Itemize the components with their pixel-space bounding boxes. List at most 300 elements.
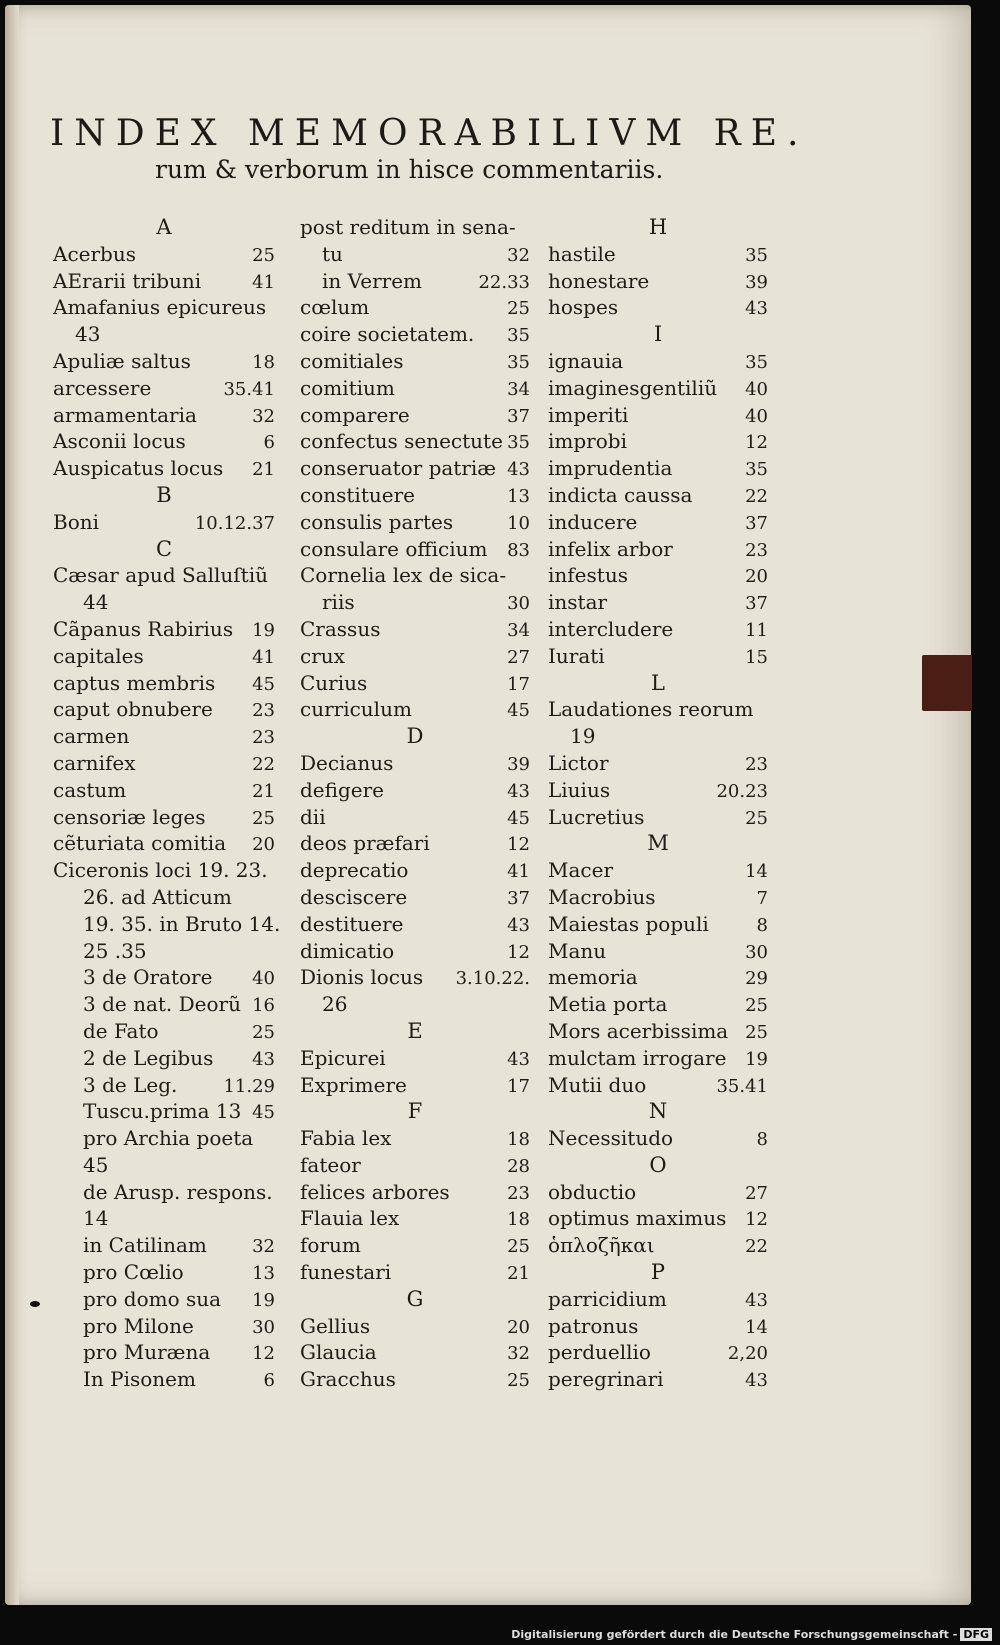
entry-page-ref: 6 [263,432,275,454]
entry-term: infestus [548,563,628,588]
entry-page-ref: 43 [507,1048,530,1070]
entry-page-ref: 27 [507,646,530,668]
index-entry [548,1073,768,1100]
index-entry [53,349,275,376]
index-entry [300,805,530,832]
entry-page-ref: 21 [252,780,275,802]
index-entry [548,429,768,456]
entry-page-ref: 12 [252,1343,275,1365]
index-entry [53,751,275,778]
entry-term: 19. 35. in Bruto 14. [83,911,281,936]
index-title: INDEX MEMORABILIVM RE. [50,113,809,154]
index-entry [53,911,281,939]
index-entry [548,376,768,403]
index-entry [53,590,275,617]
entry-page-ref: 15 [745,646,768,668]
entry-page-ref: 39 [507,753,530,775]
dfg-logo: DFG [960,1628,992,1641]
index-entry [548,1314,768,1341]
index-entry [53,697,275,724]
index-entry [548,483,768,510]
entry-term: Boni [53,509,100,534]
entry-term: 43 [75,322,101,347]
index-entry [548,349,768,376]
ink-dot-mark [30,1301,40,1307]
entry-term: Decianus [300,750,394,775]
entry-term: armamentaria [53,402,197,427]
entry-term: comitiales [300,348,404,373]
index-entry [548,617,768,644]
entry-term: In Pisonem [83,1367,196,1392]
index-entry [548,1046,768,1073]
entry-page-ref: 43 [745,1370,768,1392]
entry-term: improbi [548,429,627,454]
entry-page-ref: 34 [507,619,530,641]
letter-heading: E [407,1018,423,1043]
index-entry [53,510,275,537]
entry-term: forum [300,1233,361,1258]
entry-page-ref: 16 [252,995,275,1017]
letter-heading: O [649,1152,667,1177]
entry-term: Asconii locus [53,429,186,454]
entry-term: Acerbus [53,241,136,266]
entry-term: instar [548,590,608,615]
bookmark-tab [922,655,972,711]
index-entry [548,912,768,939]
entry-page-ref: 23 [252,727,275,749]
entry-term: felices arbores [300,1179,450,1204]
entry-page-ref: 19 [252,619,275,641]
entry-term: Flauia lex [300,1206,400,1231]
entry-term: curriculum [300,697,412,722]
index-entry [548,778,768,805]
index-entry [53,1206,275,1233]
entry-page-ref: 37 [507,405,530,427]
entry-page-ref: 20 [745,566,768,588]
entry-term: arcessere [53,375,152,400]
index-entry [300,697,530,724]
index-entry [300,885,530,912]
footer-text: Digitalisierung gefördert durch die Deutsche Forschungsgemeinschaft - [511,1628,958,1641]
entry-term: hospes [548,295,619,320]
index-entry [53,1153,275,1180]
entry-page-ref: 39 [745,271,768,293]
entry-term: 44 [83,590,109,615]
entry-term: Cãpanus Rabirius [53,616,234,641]
index-entry [300,644,530,671]
index-entry [300,269,530,296]
letter-heading: B [156,482,172,507]
index-column-3 [548,215,768,1394]
index-entry [300,939,530,966]
entry-term: Metia porta [548,992,668,1017]
entry-term: desciscere [300,884,408,909]
entry-term: dii [300,804,326,829]
index-entry [53,429,275,456]
entry-term: Curius [300,670,368,695]
index-entry [548,456,768,483]
entry-term: dimicatio [300,938,395,963]
entry-page-ref: 19 [252,1289,275,1311]
entry-page-ref: 3.10.22. [455,968,530,990]
index-entry [53,1233,275,1260]
index-entry [300,1126,530,1153]
entry-page-ref: 45 [507,700,530,722]
entry-term: perduellio [548,1340,651,1365]
letter-heading: I [653,322,663,347]
index-entry [300,1180,530,1207]
entry-term: Tuscu.prima 13 [83,1099,242,1124]
entry-term: 3 de nat. Deorũ [83,992,241,1017]
index-entry [53,1260,275,1287]
index-entry [53,1180,275,1207]
entry-term: indicta caussa [548,482,693,507]
letter-heading: G [406,1286,424,1311]
entry-page-ref: 10 [507,512,530,534]
entry-page-ref: 45 [252,1102,275,1124]
index-entry [53,617,275,644]
index-entry [300,376,530,403]
entry-term: conseruator patriæ [300,456,497,481]
entry-term: confectus senectute [300,429,503,454]
entry-page-ref: 41 [252,271,275,293]
entry-page-ref: 18 [507,1129,530,1151]
entry-term: infelix arbor [548,536,673,561]
index-entry [300,537,530,564]
entry-page-ref: 35 [507,351,530,373]
entry-term: fateor [300,1152,361,1177]
entry-term: Macrobius [548,884,656,909]
entry-page-ref: 17 [507,673,530,695]
index-entry [53,1099,275,1126]
entry-term: Mutii duo [548,1072,647,1097]
entry-term: cœlum [300,295,370,320]
index-entry [53,1073,275,1100]
letter-heading: C [155,536,173,561]
entry-term: hastile [548,241,616,266]
entry-term: Exprimere [300,1072,407,1097]
entry-term: imprudentia [548,456,673,481]
entry-term: comitium [300,375,395,400]
entry-term: Cornelia lex de sica- [300,563,507,588]
entry-page-ref: 37 [745,593,768,615]
entry-term: Maiestas populi [548,911,709,936]
index-entry [300,965,530,992]
entry-term: Gellius [300,1313,371,1338]
entry-page-ref: 35 [507,325,530,347]
entry-page-ref: 22.33 [478,271,530,293]
index-entry [300,992,530,1019]
entry-term: pro domo sua [83,1286,222,1311]
entry-term: 19 [570,724,596,749]
entry-page-ref: 27 [745,1182,768,1204]
entry-term: censoriæ leges [53,804,206,829]
entry-page-ref: 22 [745,1236,768,1258]
entry-term: de Fato [83,1018,159,1043]
entry-term: post reditum in sena- [300,215,516,239]
index-entry [300,1046,530,1073]
entry-term: Laudationes reorum [548,697,754,722]
entry-term: inducere [548,509,638,534]
index-entry [53,242,275,269]
index-entry [300,1340,530,1367]
entry-term: cẽturiata comitia [53,831,227,856]
index-entry [548,1367,768,1394]
entry-term: Auspicatus locus [53,456,224,481]
index-entry [53,1314,275,1341]
entry-term: in Catilinam [83,1233,207,1258]
letter-heading: P [650,1260,666,1285]
letter-heading: N [648,1099,668,1124]
index-entry [300,1233,530,1260]
index-entry [548,1180,768,1207]
entry-term: caput obnubere [53,697,213,722]
entry-page-ref: 41 [507,861,530,883]
letter-heading: L [651,670,665,695]
entry-page-ref: 43 [507,780,530,802]
index-entry [548,805,768,832]
entry-page-ref: 43 [252,1048,275,1070]
entry-term: intercludere [548,616,674,641]
entry-term: destituere [300,911,404,936]
entry-term: comparere [300,402,410,427]
entry-term: pro Archia poeta [83,1126,254,1151]
entry-page-ref: 25 [252,244,275,266]
entry-term: Cæsar apud Salluſtiũ [53,563,268,588]
entry-term: consulis partes [300,509,454,534]
entry-term: crux [300,643,345,668]
entry-page-ref: 35 [507,432,530,454]
index-entry [548,858,768,885]
entry-term: imperiti [548,402,629,427]
entry-page-ref: 35.41 [716,1075,768,1097]
entry-term: ὁπλοζῆκαι [548,1233,655,1258]
index-entry [300,778,530,805]
index-entry [300,510,530,537]
index-entry [548,403,768,430]
entry-page-ref: 25 [745,807,768,829]
entry-term: Ciceronis loci 19. 23. [53,858,268,883]
entry-term: consulare officium [300,536,488,561]
entry-term: memoria [548,965,638,990]
index-entry [548,939,768,966]
entry-term: pro Milone [83,1313,194,1338]
entry-page-ref: 25 [252,1021,275,1043]
entry-page-ref: 32 [252,1236,275,1258]
entry-term: Liuius [548,777,611,802]
index-entry [53,295,275,322]
entry-term: coire societatem. [300,322,475,347]
index-entry [548,1340,768,1367]
entry-term: obductio [548,1179,637,1204]
index-entry [300,858,530,885]
entry-page-ref: 23 [507,1182,530,1204]
index-entry [548,590,768,617]
entry-page-ref: 2,20 [727,1343,768,1365]
index-entry [300,1314,530,1341]
entry-page-ref: 35 [745,244,768,266]
entry-page-ref: 34 [507,378,530,400]
letter-heading: A [156,215,172,239]
index-entry [548,644,768,671]
index-entry [53,831,275,858]
entry-term: Crassus [300,616,381,641]
entry-page-ref: 30 [507,593,530,615]
index-entry [548,537,768,564]
index-entry [53,563,275,590]
entry-page-ref: 40 [745,378,768,400]
index-entry [548,697,768,724]
entry-page-ref: 40 [252,968,275,990]
index-entry [53,939,275,966]
index-entry [548,269,768,296]
entry-term: 26 [322,992,348,1017]
entry-page-ref: 23 [252,700,275,722]
entry-page-ref: 8 [756,914,768,936]
index-entry [53,858,275,885]
entry-page-ref: 37 [745,512,768,534]
entry-term: constituere [300,482,415,507]
entry-term: Lictor [548,750,609,775]
entry-page-ref: 23 [745,539,768,561]
entry-term: Iurati [548,643,605,668]
entry-page-ref: 13 [507,485,530,507]
entry-page-ref: 12 [507,941,530,963]
entry-page-ref: 28 [507,1155,530,1177]
index-subtitle: rum & verborum in hisce commentariis. [155,155,664,184]
entry-term: riis [322,590,355,615]
entry-page-ref: 25 [745,1021,768,1043]
entry-page-ref: 37 [507,887,530,909]
index-entry [53,644,275,671]
index-entry [53,269,275,296]
entry-term: 3 de Leg. [83,1072,178,1097]
entry-page-ref: 25 [745,995,768,1017]
entry-page-ref: 7 [756,887,768,909]
entry-term: AErarii tribuni [53,268,202,293]
entry-page-ref: 35 [745,459,768,481]
entry-page-ref: 35.41 [223,378,275,400]
entry-term: Mors acerbissima [548,1018,729,1043]
entry-page-ref: 20 [507,1316,530,1338]
entry-page-ref: 83 [507,539,530,561]
entry-page-ref: 10.12.37 [194,512,275,534]
entry-term: Amafanius epicureus [53,295,267,320]
entry-page-ref: 14 [745,1316,768,1338]
letter-heading: H [648,215,668,239]
index-entry [300,242,530,269]
entry-term: pro Muræna [83,1340,211,1365]
entry-page-ref: 11 [745,619,768,641]
index-entry [300,349,530,376]
index-entry [548,724,768,751]
entry-page-ref: 6 [263,1370,275,1392]
entry-page-ref: 21 [252,459,275,481]
entry-term: parricidium [548,1286,667,1311]
index-entry [53,376,275,403]
index-entry [300,1073,530,1100]
entry-term: Glaucia [300,1340,377,1365]
entry-term: 14 [83,1206,109,1231]
entry-page-ref: 43 [745,1289,768,1311]
entry-term: Lucretius [548,804,645,829]
entry-term: 45 [83,1152,109,1177]
index-entry [548,965,768,992]
entry-term: Epicurei [300,1045,386,1070]
entry-page-ref: 41 [252,646,275,668]
page-binding-edge [5,5,19,1605]
entry-page-ref: 45 [252,673,275,695]
entry-page-ref: 12 [745,432,768,454]
index-entry [53,1367,275,1394]
entry-term: deprecatio [300,858,409,883]
entry-page-ref: 19 [745,1048,768,1070]
index-entry [548,1126,768,1153]
entry-page-ref: 20 [252,834,275,856]
index-entry [300,215,530,242]
book-page [5,5,971,1605]
entry-page-ref: 43 [507,459,530,481]
index-entry [53,1340,275,1367]
index-entry [53,1287,275,1314]
index-entry [300,912,530,939]
index-entry [53,671,275,698]
entry-term: Dionis locus [300,965,424,990]
index-entry [53,1126,275,1153]
index-entry [53,322,275,349]
index-column-1 [53,215,281,1394]
entry-term: 26. ad Atticum [83,884,232,909]
entry-page-ref: 25 [507,1370,530,1392]
entry-term: pro Cœlio [83,1260,184,1285]
entry-page-ref: 43 [507,914,530,936]
entry-term: Macer [548,858,613,883]
index-entry [300,751,530,778]
entry-page-ref: 22 [252,753,275,775]
letter-heading: M [647,831,669,856]
entry-term: tu [322,241,343,266]
entry-page-ref: 25 [507,298,530,320]
entry-page-ref: 23 [745,753,768,775]
entry-term: Manu [548,938,607,963]
entry-page-ref: 22 [745,485,768,507]
index-entry [548,885,768,912]
entry-page-ref: 18 [507,1209,530,1231]
index-column-2 [300,215,530,1394]
index-entry [300,1367,530,1394]
entry-page-ref: 14 [745,861,768,883]
index-entry [53,724,275,751]
index-entry [300,403,530,430]
entry-page-ref: 18 [252,351,275,373]
entry-page-ref: 21 [507,1263,530,1285]
index-entry [300,295,530,322]
index-entry [53,805,275,832]
index-entry [548,1287,768,1314]
entry-term: peregrinari [548,1367,664,1392]
entry-page-ref: 12 [745,1209,768,1231]
letter-heading: F [407,1099,423,1124]
footer-credit [511,1628,992,1641]
index-entry [548,242,768,269]
entry-term: carnifex [53,750,136,775]
entry-term: deos præfari [300,831,430,856]
index-entry [300,483,530,510]
entry-page-ref: 45 [507,807,530,829]
index-entry [548,295,768,322]
entry-term: funestari [300,1260,392,1285]
index-entry [300,563,530,590]
